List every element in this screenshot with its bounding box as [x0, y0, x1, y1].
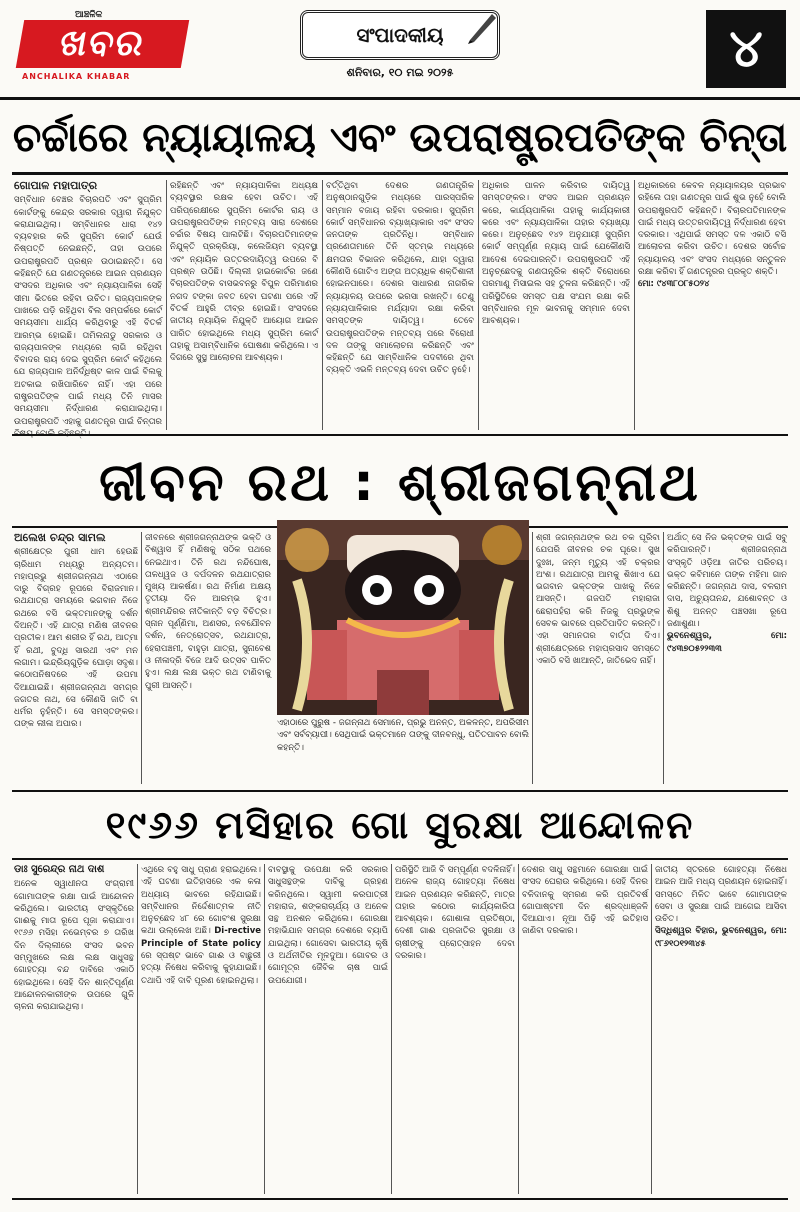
article2-author: ଅଲେଖ ଚନ୍ଦ୍ର ସାମଲ [14, 531, 106, 544]
article2-body-1: ଶ୍ରୀକ୍ଷେତ୍ର ପୁରୀ ଧାମ ହେଉଛି ଚାରିଧାମ ମଧ୍ୟରୁ ଅନ୍ୟତମ। ମହାପ୍ରଭୁ ଶ୍ରୀଜଗନ୍ନାଥ ଏଠାରେ ଦାରୁ ବିଗ୍ରହ ରୂପରେ ବିରାଜମାନ। ରଥଯାତ୍ରା ସମୟରେ ଭଗବାନ ନିଜେ ରଥରେ ବସି ଭକ୍ତମାନଙ୍କୁ ଦର୍ଶନ ଦିଅନ୍ତି। ଏହି ଯାତ୍ରା ମଣିଷ ଜୀବନର ପ୍ରତୀକ। ଆମ ଶରୀର ହିଁ ରଥ, ଆତ୍ମା ହିଁ ରଥୀ, ବୁଦ୍ଧି ସାରଥୀ ଏବଂ ମନ ଲଗାମ। ଇନ୍ଦ୍ରିୟଗୁଡ଼ିକ ଘୋଡ଼ା ସଦୃଶ। କଠୋପନିଷଦରେ ଏହି ଉପମା ଦିଆଯାଇଛି। ଶ୍ରୀଜଗନ୍ନାଥ ସମଗ୍ର ଜଗତର ନାଥ, ସେ କୌଣସି ଜାତି ବା ଧର୍ମର ନୁହଁନ୍ତି। ସେ ସମସ୍ତଙ୍କର। ତାଙ୍କ ଲୀଳା ଅପାର। [14, 547, 138, 730]
article2-column-3 [536, 532, 660, 784]
article1-column-3 [326, 180, 474, 432]
section-title: ସଂପାଦକୀୟ [300, 10, 500, 60]
logo-superscript: ଆଞ୍ଚଳିକ [72, 10, 105, 20]
article3-body-2b: ରେ ସ୍ପଷ୍ଟ ଭାବେ ଗାଈ ଓ ବାଛୁରୀ ହତ୍ୟା ନିଷେଧ କରିବାକୁ କୁହାଯାଇଛି। ତଥାପି ଏହି ଦାବି ପୂରଣ ହୋଇନଥିଲା। [141, 951, 261, 986]
column-rule [141, 532, 142, 784]
column-rule [518, 864, 519, 1194]
article3-column-6 [655, 864, 787, 1194]
page-number: ୪ [706, 10, 786, 88]
pen-icon [462, 6, 502, 46]
article3-column-2 [141, 864, 261, 1194]
column-rule [264, 864, 265, 1194]
article1-column-5 [638, 180, 786, 432]
article3-body-1: ଅନେକ ସ୍ୱାଧୀନତା ସଂଗ୍ରାମୀ ଗୋମାତାଙ୍କ ରକ୍ଷା ପାଇଁ ଆନ୍ଦୋଳନ କରିଥିଲେ। ଭାରତୀୟ ସଂସ୍କୃତିରେ ଗାଈକୁ ମାତା ରୂପେ ପୂଜା କରାଯାଏ। ୧୯୬୬ ମସିହା ନଭେମ୍ବର ୭ ତାରିଖ ଦିନ ଦିଲ୍ଲୀରେ ସଂସଦ ଭବନ ସମ୍ମୁଖରେ ଲକ୍ଷ ଲକ୍ଷ ସାଧୁସନ୍ଥ ଗୋହତ୍ୟା ବନ୍ଦ ଦାବିରେ ଏକାଠି ହୋଇଥିଲେ। ସେହି ଦିନ ଶାନ୍ତିପୂର୍ଣ୍ଣ ଆନ୍ଦୋଳନକାରୀଙ୍କ ଉପରେ ଗୁଳି ଚାଳନା କରାଯାଇଥିଲା। [14, 879, 134, 1013]
article3-body-6: ଜାତୀୟ ସ୍ତରରେ ଗୋହତ୍ୟା ନିଷେଧ ଆଇନ ଆଜି ମଧ୍ୟ ପ୍ରଣୟନ ହୋଇନାହିଁ। ସମସ୍ତେ ମିଳିତ ଭାବେ ଗୋମାତାଙ୍କ ସେବା ଓ ସୁରକ୍ଷା ପାଇଁ ଆଗେଇ ଆସିବା ଉଚିତ। [655, 865, 787, 925]
article1-body-1: ସମ୍ବିଧାନ ବେଞ୍ଚର ବିଚାରପତି ଏବଂ ସୁପ୍ରିମ କୋର୍ଟଙ୍କୁ କେନ୍ଦ୍ର ସରକାର ଦ୍ୱାରା ନିଯୁକ୍ତ କରାଯାଇଥିଲା। ସମ୍ବିଧାନର ଧାରା ୧୪୨ ବ୍ୟବହାର କରି ସୁପ୍ରିମ କୋର୍ଟ ଯେଉଁ ନିଷ୍ପତ୍ତି ନେଇଛନ୍ତି, ତାହା ଉପରେ ଉପରାଷ୍ଟ୍ରପତି ପ୍ରଶ୍ନ ଉଠାଇଛନ୍ତି। ସେ କହିଛନ୍ତି ଯେ ଗଣତନ୍ତ୍ରରେ ଆଇନ ପ୍ରଣୟନ ସଂସଦର ଅଧିକାର ଏବଂ ନ୍ୟାୟପାଳିକା ସେହି ସୀମା ଭିତରେ ରହିବା ଉଚିତ। ରାଜ୍ୟପାଳଙ୍କ ପାଖରେ ପଡ଼ି ରହିଥିବା ବିଲ ସମ୍ପର୍କରେ କୋର୍ଟ ସମୟସୀମା ଧାର୍ଯ୍ୟ କରିଥିବାରୁ ଏହି ବିତର୍କ ଆରମ୍ଭ ହୋଇଛି। ତାମିଲନାଡୁ ସରକାର ଓ ରାଜ୍ୟପାଳଙ୍କ ମଧ୍ୟରେ ଲାଗି ରହିଥିବା ବିବାଦର ରାୟ ଦେଇ ସୁପ୍ରିମ କୋର୍ଟ କହିଥିଲେ ଯେ ରାଜ୍ୟପାଳ ଅନିର୍ଦ୍ଧିଷ୍ଟ କାଳ ପାଇଁ ବିଲକୁ ଅଟକାଇ ରଖିପାରିବେ ନାହିଁ। ଏହା ପରେ ରାଷ୍ଟ୍ରପତିଙ୍କ ପାଇଁ ମଧ୍ୟ ତିନି ମାସର ସମୟସୀମା ନିର୍ଦ୍ଧାରଣ କରାଯାଇଥିଲା। ଉପରାଷ୍ଟ୍ରପତି ଏହାକୁ ଗଣତନ୍ତ୍ର ପାଇଁ ଚିନ୍ତାର [14, 195, 162, 427]
jagannath-idol-image [277, 520, 529, 715]
column-rule [634, 180, 635, 430]
column-rule [391, 864, 392, 1194]
column-rule [651, 864, 652, 1194]
column-rule [166, 180, 167, 430]
newspaper-logo [20, 10, 185, 86]
article1-column-4 [482, 180, 630, 432]
column-rule [478, 180, 479, 430]
article3-body-4: ପରିସ୍ଥିତି ଆଜି ବି ସମ୍ପୂର୍ଣ୍ଣ ବଦଳିନାହିଁ। ଅନେକ ରାଜ୍ୟ ଗୋହତ୍ୟା ନିଷେଧ ଆଇନ ପ୍ରଣୟନ କରିଛନ୍ତି, ମାତ୍ର ତାହାର କଠୋର କାର୍ଯ୍ୟକାରିତା ଆବଶ୍ୟକ। ଗୋଶାଳା ପ୍ରତିଷ୍ଠା, ଦେଶୀ ଗାଈ ପ୍ରଜାତିର ସୁରକ୍ଷା ଓ ଚାଷୀଙ୍କୁ ପ୍ରୋତ୍ସାହନ ଦେବା ଦରକାର। [395, 865, 515, 962]
logo-text: ଖବର [16, 20, 189, 68]
article1-body-5: ଅଧିକାରରେ କେବଳ ନ୍ୟାୟାଳୟର ପ୍ରଭାବ ରହିଲେ ତାହା ଗଣତନ୍ତ୍ର ପାଇଁ ଶୁଭ ନୁହେଁ ବୋଲି ଉପରାଷ୍ଟ୍ରପତି କହିଛନ୍ତି। ବିଚାରପତିମାନଙ୍କ ପାଇଁ ମଧ୍ୟ ଉତ୍ତରଦାୟିତ୍ୱ ନିର୍ଦ୍ଧାରଣ ହେବା ଦରକାର। ଏଥିପାଇଁ ସମସ୍ତ ଦଳ ଏକାଠି ବସି ଆଲୋଚନା କରିବା ଉଚିତ। ଦେଶର ସର୍ବୋଚ୍ଚ ନ୍ୟାୟାଳୟ ଏବଂ ସଂସଦ ମଧ୍ୟରେ ସନ୍ତୁଳନ ରକ୍ଷା କରିବା ହିଁ ଗଣତନ୍ତ୍ରର ପ୍ରକୃତ ଶକ୍ତି। [638, 181, 786, 278]
photo-caption: ଏହାଠାରେ ପୁରୁଷ - ଜଗନ୍ନାଥ ସେମାନେ, ପ୍ରଭୁ ଅନନ୍ତ, ଅକଳନ୍ତ, ଅପରିସୀମ ଏବଂ ସର୍ବବ୍ୟାପୀ। ସେଥିପାଇଁ ଭକ୍ତମାନେ ତାଙ୍କୁ ଦୀନବନ୍ଧୁ, ପତିତପାବନ ବୋଲି କହନ୍ତି। [277, 718, 529, 753]
article2-column-1 [14, 532, 138, 784]
article3-body-5: ଦେଶର ସାଧୁ ସନ୍ଥମାନେ ଗୋରକ୍ଷା ପାଇଁ ସଂସଦ ଘେରାଉ କରିଥିଲେ। ସେହି ଦିନର ବଳିଦାନକୁ ସ୍ମରଣ କରି ପ୍ରତିବର୍ଷ ଗୋପାଷ୍ଟମୀ ଦିନ ଶ୍ରଦ୍ଧାଞ୍ଜଳି ଦିଆଯାଏ। ନୂଆ ପିଢ଼ି ଏହି ଇତିହାସ ଜାଣିବା ଦରକାର। [522, 865, 648, 937]
article2-body-4: ଅର୍ଥାତ୍ ସେ ନିଜ ଭକ୍ତଙ୍କ ପାଇଁ ସବୁ କରିପାରନ୍ତି। ଶ୍ରୀଜଗନ୍ନାଥ ସଂସ୍କୃତି ଓଡ଼ିଆ ଜାତିର ପରିଚୟ। ଭକ୍ତ କବିମାନେ ତାଙ୍କ ମହିମା ଗାନ କରିଛନ୍ତି। ଜଗନ୍ନାଥ ଦାସ, ବଳରାମ ଦାସ, ଅଚ୍ୟୁତାନନ୍ଦ, ଯଶୋବନ୍ତ ଓ ଶିଶୁ ଅନନ୍ତ ପଞ୍ଚସଖା ରୂପେ ଜଣାଶୁଣା। [667, 533, 787, 630]
headline-judiciary: ଚର୍ଚ୍ଚାରେ ନ୍ୟାୟାଳୟ ଏବଂ ଉପରାଷ୍ଟ୍ରପତିଙ୍କ ଚିନ୍ତା [12, 115, 788, 161]
article3-column-3 [268, 864, 388, 1194]
article2-body-3: ଶ୍ରୀ ଜଗନ୍ନାଥଙ୍କ ରଥ ଚକ ଘୂରିବା ଯେପରି ଜୀବନର ଚକ ଘୂରେ। ସୁଖ ଦୁଃଖ, ଜନ୍ମ ମୃତ୍ୟୁ ଏହି ଚକ୍ରର ଅଂଶ। ରଥଯାତ୍ରା ଆମକୁ ଶିଖାଏ ଯେ ଭଗବାନ ଭକ୍ତଙ୍କ ପାଖକୁ ନିଜେ ଆସନ୍ତି। ଗଜପତି ମହାରାଜା ଛେରାପହଁରା କରି ନିଜକୁ ପ୍ରଭୁଙ୍କ ସେବକ ଭାବରେ ପ୍ରତିପାଦିତ କରନ୍ତି। ଏହା ସମାନତାର ବାର୍ତ୍ତା ଦିଏ। ଶ୍ରୀକ୍ଷେତ୍ରରେ ମହାପ୍ରସାଦ ସମସ୍ତେ ଏକାଠି ବସି ଖାଆନ୍ତି, ଜାତିଭେଦ ନାହିଁ। [536, 533, 660, 666]
article3-column-4 [395, 864, 515, 1194]
article3-body-3: ବାବସ୍ଥାକୁ ଉପେକ୍ଷା କରି ସରକାର ସାଧୁସନ୍ଥଙ୍କ ଦାବିକୁ ଗ୍ରହଣ କରିନଥିଲେ। ସ୍ୱାମୀ କରପାତ୍ରୀ ମହାରାଜ, ଶଙ୍କରାଚାର୍ଯ୍ୟ ଓ ଅନେକ ସନ୍ଥ ଅନଶନ କରିଥିଲେ। ଗୋରକ୍ଷା ମହାଭିଯାନ ସମଗ୍ର ଦେଶରେ ବ୍ୟାପି ଯାଇଥିଲା। ଗୋସେବା ଭାରତୀୟ କୃଷି ଓ ଅର୍ଥନୀତିର ମୂଳଦୁଆ। ଗୋବର ଓ ଗୋମୂତ୍ର ଜୈବିକ ଚାଷ ପାଇଁ ଉପଯୋଗୀ। [268, 865, 388, 986]
headline-cow-protection: ୧୯୬୬ ମସିହାର ଗୋ ସୁରକ୍ଷା ଆନ୍ଦୋଳନ [105, 803, 695, 847]
divider [12, 172, 788, 175]
article1-column-2 [170, 180, 318, 432]
article1-footer: ମୋ: ୯୪୩୮୦୮୫୦୨୪ [638, 279, 710, 290]
bottom-rule [12, 1198, 788, 1200]
article3-author: ଡାଃ ସୁରେନ୍ଦ୍ର ନାଥ ଦାଶ [14, 864, 105, 875]
article1-body-2: ରହିଛନ୍ତି ଏବଂ ନ୍ୟାୟପାଳିକା ଅଧ୍ୟକ୍ଷ ବ୍ୟବସ୍ଥାର ରକ୍ଷକ ହେବା ଉଚିତ। ଏହି ପରିପ୍ରେକ୍ଷୀରେ ସୁପ୍ରିମ କୋର୍ଟର ରାୟ ଓ ଉପରାଷ୍ଟ୍ରପତିଙ୍କ ମନ୍ତବ୍ୟ ସାରା ଦେଶରେ ଚର୍ଚ୍ଚାର ବିଷୟ ପାଲଟିଛି। ବିଚାରପତିମାନଙ୍କ ନିଯୁକ୍ତି ପ୍ରକ୍ରିୟା, କଲେଜିୟମ ବ୍ୟବସ୍ଥା ଏବଂ ନ୍ୟାୟିକ ଉତ୍ତରଦାୟିତ୍ୱ ଉପରେ ବି ପ୍ରଶ୍ନ ଉଠିଛି। ଦିଲ୍ଲୀ ହାଇକୋର୍ଟର ଜଣେ ବିଚାରପତିଙ୍କ ବାସଭବନରୁ ବିପୁଳ ପରିମାଣର ନଗଦ ଟଙ୍କା ଜବତ ହେବା ଘଟଣା ପରେ ଏହି ବିତର୍କ ଆହୁରି ତୀବ୍ର ହୋଇଛି। ସଂସଦରେ ଜାତୀୟ ନ୍ୟାୟିକ ନିଯୁକ୍ତି ଆୟୋଗ ଆଇନ ପାରିତ ହୋଇଥିଲେ ମଧ୍ୟ ସୁପ୍ରିମ କୋର୍ଟ ତାହାକୁ ଅସାମ୍ବିଧାନିକ ଘୋଷଣା କରିଥିଲେ। ଏ ଦିଗରେ ସୁସ୍ଥ ଆଲୋଚନା ଆବଶ୍ୟକ। [170, 181, 318, 364]
headline-jagannath: ଜୀବନ ରଥ : ଶ୍ରୀଜଗନ୍ନାଥ [99, 453, 701, 513]
divider [12, 434, 788, 436]
article2-body-2: ଜୀବନରେ ଶ୍ରୀଜଗନ୍ନାଥଙ୍କ ଭକ୍ତି ଓ ବିଶ୍ୱାସ ହିଁ ମଣିଷକୁ ସଠିକ ପଥରେ ନେଇଥାଏ। ତିନି ରଥ ନନ୍ଦିଘୋଷ, ତାଳଧ୍ୱଜ ଓ ଦର୍ପଦଳନ ରଥଯାତ୍ରାର ମୁଖ୍ୟ ଆକର୍ଷଣ। ରଥ ନିର୍ମାଣ ଅକ୍ଷୟ ତୃତୀୟା ଦିନ ଆରମ୍ଭ ହୁଏ। ଶ୍ରୀମନ୍ଦିରର ନୀତିକାନ୍ତି ବଡ଼ ବିଚିତ୍ର। ସ୍ନାନ ପୂର୍ଣ୍ଣିମା, ଅଣସର, ନବଯୌବନ ଦର୍ଶନ, ନେତ୍ରୋତ୍ସବ, ରଥଯାତ୍ରା, ହେରାପଞ୍ଚମୀ, ବାହୁଡ଼ା ଯାତ୍ରା, ସୁନାବେଶ ଓ ନୀଳାଦ୍ରି ବିଜେ ଆଦି ଉତ୍ସବ ପାଳିତ ହୁଏ। ଲକ୍ଷ ଲକ୍ଷ ଭକ୍ତ ରଥ ଟାଣିବାକୁ ପୁରୀ ଆସନ୍ତି। [145, 533, 271, 691]
column-rule [322, 180, 323, 430]
masthead [0, 0, 800, 100]
divider [12, 790, 788, 792]
jagannath-photo [277, 520, 529, 715]
publication-date: ଶନିବାର, ୧୦ ମଇ ୨୦୨୫ [346, 66, 454, 79]
column-rule [663, 532, 664, 784]
article2-column-2 [145, 532, 271, 784]
article3-emphasis: Di-rective Principle of State policy [141, 926, 262, 949]
article3-footer: ସିଦ୍ଧିଶ୍ୱର ବିହାର, ଭୁବନେଶ୍ୱର, ମୋ: ୯୮୬୧୦୧୨୩୪୫ [655, 926, 787, 949]
article1-body-3: ବର୍ତ୍ତିଥିବା ଦେଶର ଗଣତାନ୍ତ୍ରିକ ଅନୁଷ୍ଠାନଗୁଡ଼ିକ ମଧ୍ୟରେ ପାରସ୍ପରିକ ସମ୍ମାନ ବଜାୟ ରହିବା ଦରକାର। ସୁପ୍ରିମ କୋର୍ଟ ସମ୍ବିଧାନର ବ୍ୟାଖ୍ୟାକାର ଏବଂ ସଂସଦ ଜନତାଙ୍କ ପ୍ରତିନିଧି। ସମ୍ବିଧାନ ପ୍ରଣେତାମାନେ ତିନି ସ୍ତମ୍ଭ ମଧ୍ୟରେ କ୍ଷମତାର ବିଭାଜନ କରିଥିଲେ, ଯାହା ଦ୍ୱାରା କୌଣସି ଗୋଟିଏ ଅଙ୍ଗ ଅତ୍ୟଧିକ ଶକ୍ତିଶାଳୀ ହୋଇନପାରେ। ଦେଶର ସାଧାରଣ ନାଗରିକ ନ୍ୟାୟାଳୟ ଉପରେ ଭରସା ରଖନ୍ତି। ତେଣୁ ନ୍ୟାୟପାଳିକାର ମର୍ଯ୍ୟାଦା ରକ୍ଷା କରିବା ସମସ୍ତଙ୍କ ଦାୟିତ୍ୱ। ତେବେ ଉପରାଷ୍ଟ୍ରପତିଙ୍କ ମନ୍ତବ୍ୟ ପରେ ବିରୋଧୀ ଦଳ ତାଙ୍କୁ ସମାଲୋଚନା କରିଛନ୍ତି ଏବଂ କହିଛନ୍ତି ଯେ ସାମ୍ବିଧାନିକ ପଦବୀରେ ଥିବା ବ୍ୟକ୍ତି ଏଭଳି ମନ୍ତବ୍ୟ ଦେବା ଉଚିତ ନୁହେଁ। [326, 181, 474, 376]
divider [12, 858, 788, 860]
article3-column-1 [14, 864, 134, 1194]
article3-column-5 [522, 864, 648, 1194]
article1-column-1 [14, 180, 162, 432]
logo-subtitle: ANCHALIKA KHABAR [22, 72, 131, 81]
article2-footer: ଭୁବନେଶ୍ୱର, ମୋ: ୯୪୩୭୦୫୨୨୩୩ [667, 631, 787, 654]
column-rule [137, 864, 138, 1194]
article2-column-4 [667, 532, 787, 784]
article1-author: ଗୋପାଳ ମହାପାତ୍ର [14, 179, 98, 192]
article1-body-4: ଅଧିକାର ପାଳନ କରିବାର ଦାୟିତ୍ୱ ସମସ୍ତଙ୍କର। ସଂସଦ ଆଇନ ପ୍ରଣୟନ କରେ, କାର୍ଯ୍ୟପାଳିକା ତାହାକୁ କାର୍ଯ୍ୟକାରୀ କରେ ଏବଂ ନ୍ୟାୟପାଳିକା ତାହାର ବ୍ୟାଖ୍ୟା କରେ। ଅନୁଚ୍ଛେଦ ୧୪୨ ଅନୁଯାୟୀ ସୁପ୍ରିମ କୋର୍ଟ ସମ୍ପୂର୍ଣ୍ଣ ନ୍ୟାୟ ପାଇଁ ଯେକୌଣସି ଆଦେଶ ଦେଇପାରନ୍ତି। ଉପରାଷ୍ଟ୍ରପତି ଏହି ଅନୁଚ୍ଛେଦକୁ ଗଣତାନ୍ତ୍ରିକ ଶକ୍ତି ବିରୋଧରେ ପରମାଣୁ ମିସାଇଲ ସହ ତୁଳନା କରିଛନ୍ତି। ଏହି ପରିସ୍ଥିତିରେ ସମସ୍ତ ପକ୍ଷ ସଂଯମ ରକ୍ଷା କରି ସମ୍ବିଧାନର ମୂଳ ଭାବନାକୁ ସମ୍ମାନ ଦେବା ଆବଶ୍ୟକ। [482, 181, 630, 327]
column-rule [532, 532, 533, 784]
article3-body-2: ଏଥିରେ ବହୁ ସାଧୁ ପ୍ରାଣ ହରାଇଥିଲେ। ଏହି ଘଟଣା ଇତିହାସରେ ଏକ କଳା ଅଧ୍ୟାୟ ଭାବରେ ରହିଯାଇଛି। ସମ୍ବିଧାନର ନିର୍ଦ୍ଦେଶାତ୍ମକ ନୀତି ଅନୁଚ୍ଛେଦ ୪୮ ରେ ଗୋବଂଶ ସୁରକ୍ଷା କଥା ଉଲ୍ଲେଖ ଅଛି। [141, 865, 261, 937]
